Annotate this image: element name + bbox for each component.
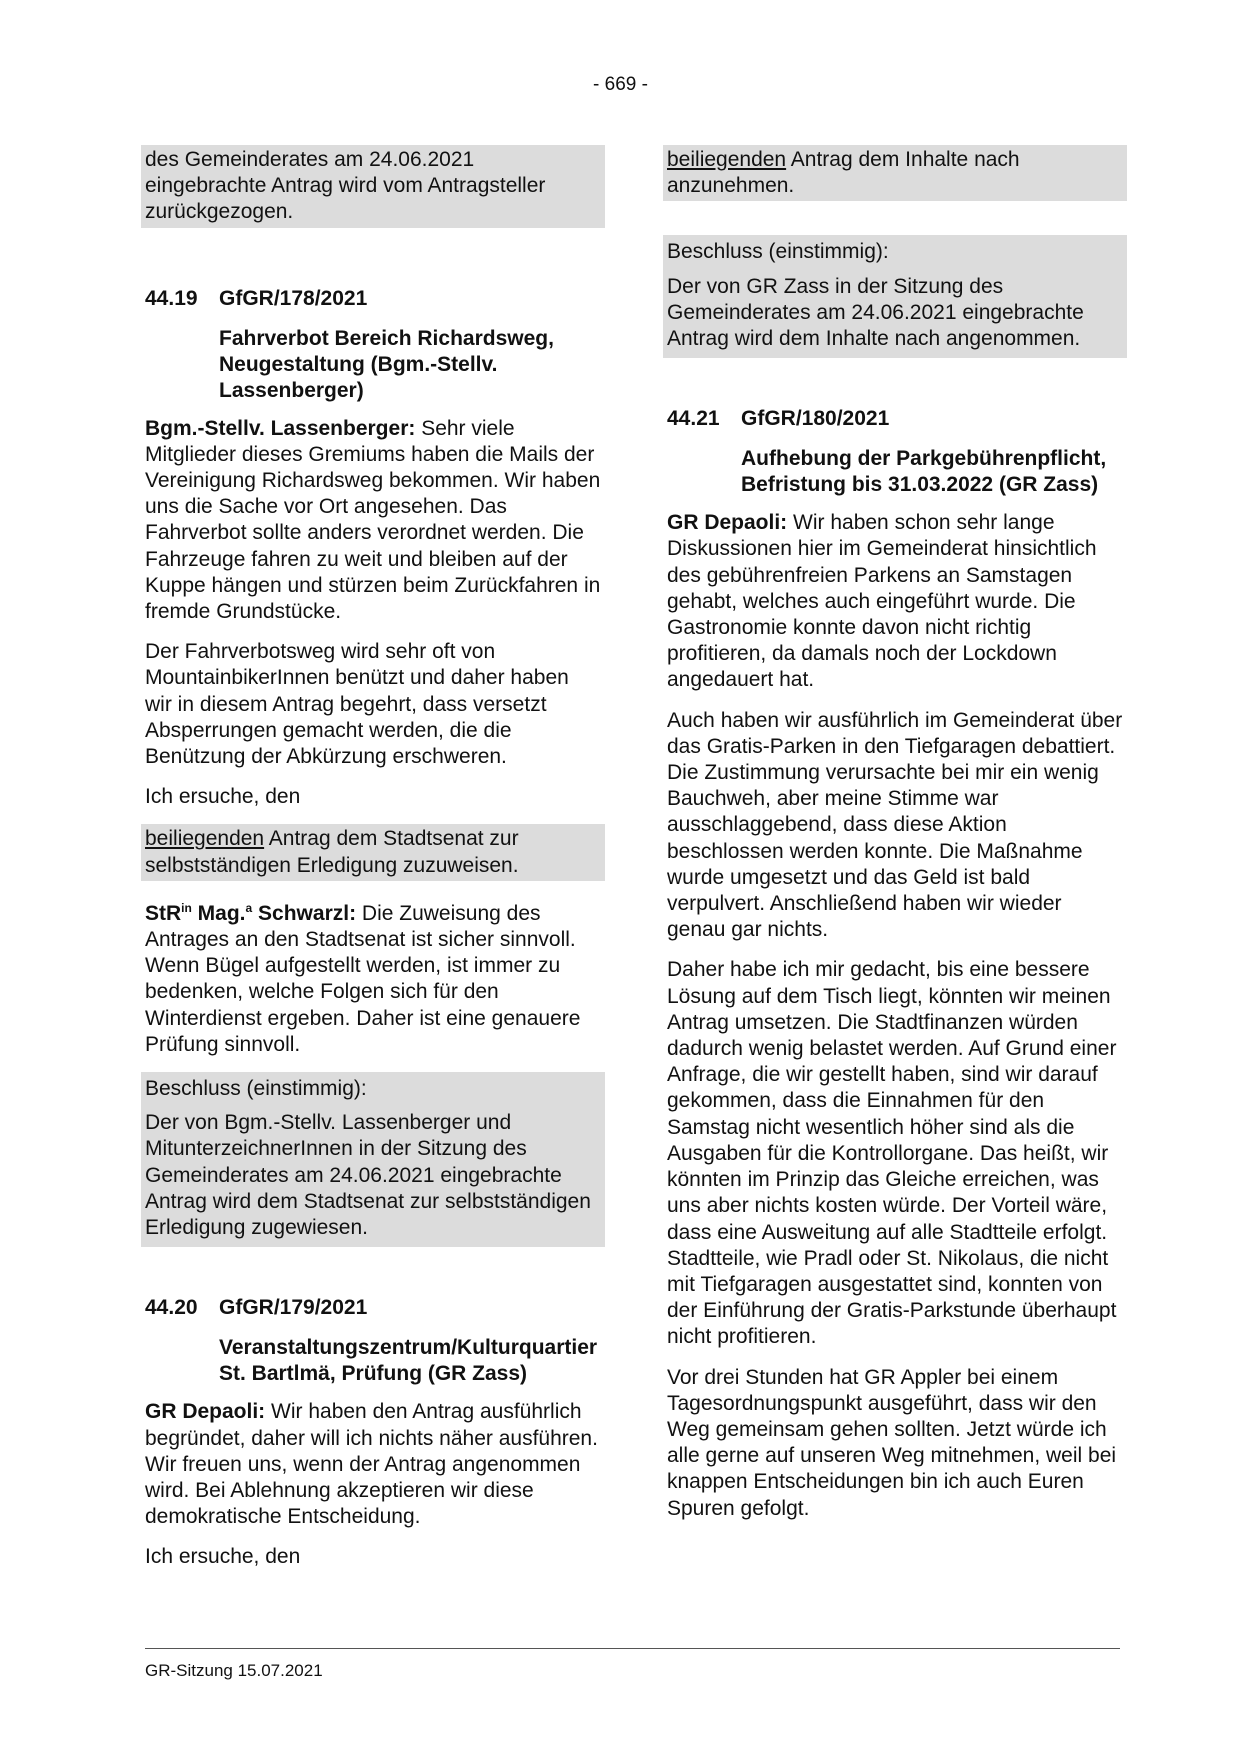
decision-block [663,235,1127,358]
speech-paragraph [145,1399,601,1530]
decision-label: Beschluss (einstimmig): [145,1077,367,1101]
agenda-code: GfGR/179/2021 [219,1296,368,1320]
motion-rest: Antrag dem Stadtsenat zur selbstständigen Erledigung zuzuweisen. [145,827,519,877]
agenda-code: GfGR/180/2021 [741,407,890,431]
agenda-subject: Fahrverbot Bereich Richardsweg, Neugestaltung (Bgm.-Stellv. Lassenberger) [219,326,554,402]
decision-text: Der von Bgm.-Stellv. Lassenberger und MitunterzeichnerInnen in der Sitzung des Gemeinderates am 24.06.2021 eingebrachte Antrag wird dem Stadtsenat zur selbstständigen Erledigung zugewiesen. [145,1111,591,1240]
decision-label: Beschluss (einstimmig): [667,240,889,264]
motion-underlined: beiliegenden [145,827,265,851]
agenda-subject: Aufhebung der Parkgebührenpflicht, Befristung bis 31.03.2022 (GR Zass) [741,447,1107,497]
decision-block [141,1072,605,1247]
agenda-number: 44.20 [145,1296,198,1320]
request-text: Ich ersuche, den [145,785,301,809]
footer-divider [145,1648,1120,1649]
speech-text: Wir haben den Antrag ausführlich begründet, daher will ich nichts näher ausführen. Wir freuen uns, wenn der Antrag angenommen wird. Bei Ablehnung akzeptieren wir diese demokratische Entscheidung. [145,1400,598,1529]
agenda-number: 44.19 [145,286,198,310]
left-column [145,145,601,1585]
motion-rest: Antrag dem Inhalte nach anzunehmen. [667,148,1020,198]
speech-text: Sehr viele Mitglieder dieses Gremiums haben die Mails der Vereinigung Richardsweg bekommen. Wir haben uns die Sache vor Ort angesehen. Das Fahrverbot sollte anders verordnet werden. Die Fahrzeuge fahren zu weit und bleiben auf der Kuppe hängen und stürzen beim Zurückfahren in fremde Grundstücke. [145,416,601,624]
agenda-item-4419-heading [145,286,601,312]
agenda-subject: Veranstaltungszentrum/Kulturquartier St. Bartlmä, Prüfung (GR Zass) [219,1336,598,1386]
speaker-name: GR Depaoli: [667,511,788,535]
speech-paragraph [145,895,601,1058]
speaker-name: GR Depaoli: [145,1400,266,1424]
speech-paragraph: Vor drei Stunden hat GR Appler bei einem Tagesordnungspunkt ausgeführt, dass wir den Weg gemeinsam gehen sollten. Jetzt würde ich alle gerne auf unseren Weg mitnehmen, weil bei knappen Entscheidungen bin ich auch Euren Spuren gefolgt. [667,1365,1117,1520]
speech-paragraph: Auch haben wir ausführlich im Gemeinderat über das Gratis-Parken in den Tiefgaragen debattiert. Die Zustimmung verursachte bei mir ein wenig Bauchweh, aber meine Stimme war ausschlaggebend, dass diese Aktion beschlossen werden konnte. Die Maßnahme wurde umgesetzt und das Geld ist bald verpulvert. Anschließend haben wir wieder genau gar nichts. [667,708,1123,942]
agenda-number: 44.21 [667,407,720,431]
agenda-code: GfGR/178/2021 [219,286,368,310]
agenda-item-4421-heading [667,406,1123,432]
motion-text [141,824,605,880]
footer-session-label: GR-Sitzung 15.07.2021 [145,1661,323,1680]
speech-text: Die Zuweisung des Antrages an den Stadtsenat ist sicher sinnvoll. Wenn Bügel aufgestellt werden, ist immer zu bedenken, welche Folgen sich für den Winterdienst ergeben. Daher ist eine genauere Prüfung sinnvoll. [145,901,581,1056]
speech-paragraph [667,510,1123,693]
speaker-name: Bgm.-Stellv. Lassenberger: [145,416,416,440]
speech-paragraph: Daher habe ich mir gedacht, bis eine bessere Lösung auf dem Tisch liegt, könnten wir meinen Antrag umsetzen. Die Stadtfinanzen würden dadurch wenig belastet werden. Auf Grund einer Anfrage, die wir gestellt haben, sind wir darauf gekommen, dass die Einnahmen für den Samstag nicht wesentlich höher sind als die Ausgaben für die Kontrollorgane. Das heißt, wir könnten im Prinzip das Gleiche erreichen, was uns aber nichts kosten würde. Der Vorteil wäre, dass eine Ausweitung auf alle Stadtteile erfolgt. Stadtteile, wie Pradl oder St. Nikolaus, die nicht mit Tiefgaragen ausgestattet sind, konnten von der Einführung der Gratis-Parkstunde überhaupt nicht profitieren. [667,958,1117,1349]
speaker-name: StR$^{in}$ Mag.$^a$ Schwarzl: [145,900,357,925]
page-number: - 669 - [593,74,648,95]
speech-paragraph [145,416,601,626]
right-column [667,145,1123,1536]
request-text: Ich ersuche, den [145,1545,301,1569]
motion-underlined: beiliegenden [667,148,787,171]
speech-paragraph: Der Fahrverbotsweg wird sehr oft von MountainbikerInnen benützt und daher haben wir in diesem Antrag begehrt, dass versetzt Absperrungen gemacht werden, die die Benützung der Abkürzung erschweren. [145,640,569,769]
intro-shaded-text: des Gemeinderates am 24.06.2021 eingebrachte Antrag wird vom Antragsteller zurückgezogen. [141,145,605,228]
decision-text: Der von GR Zass in der Sitzung des Gemeinderates am 24.06.2021 eingebrachte Antrag wird dem Inhalte nach angenommen. [667,274,1084,351]
motion-text [663,145,1127,201]
speech-text: Wir haben schon sehr lange Diskussionen hier im Gemeinderat hinsichtlich des gebührenfreien Parkens an Samstagen gehabt, welches auch eingeführt wurde. Die Gastronomie konnte davon nicht richtig profitieren, da damals noch der Lockdown angedauert hat. [667,511,1097,692]
agenda-item-4420-heading [145,1295,601,1321]
